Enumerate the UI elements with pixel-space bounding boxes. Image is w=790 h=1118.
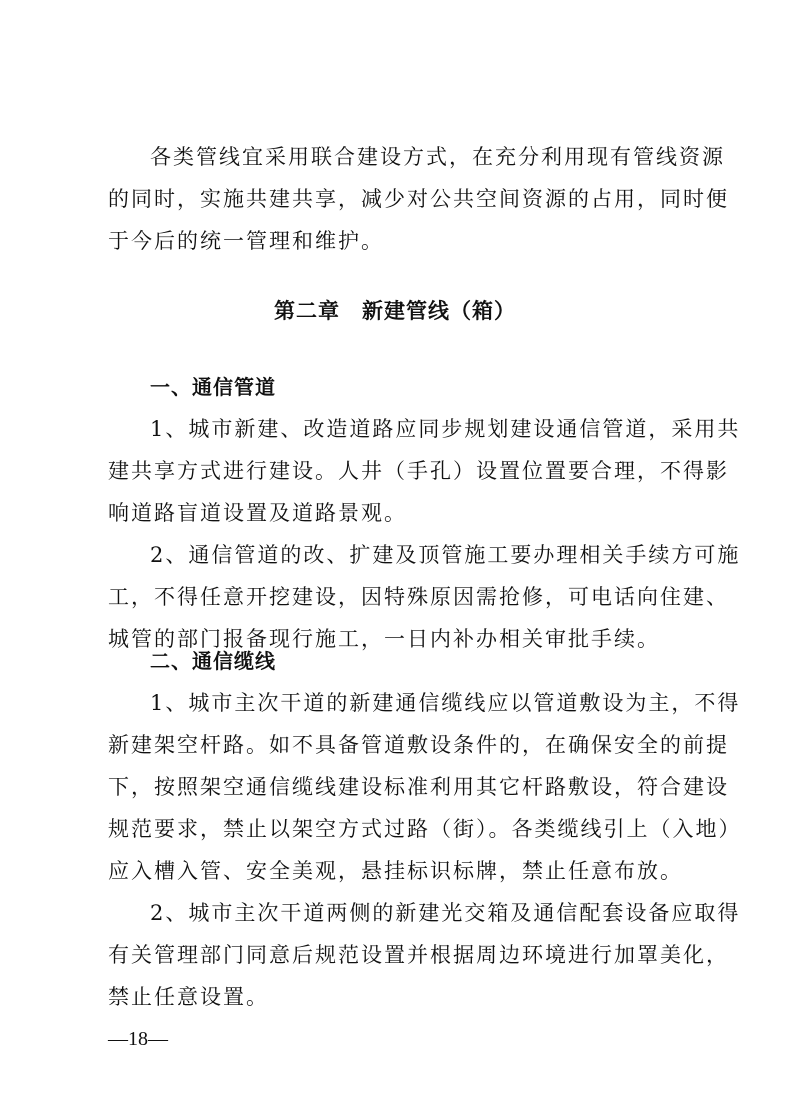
section-heading: 二、通信缆线 — [150, 649, 276, 673]
section-communication-cables — [108, 640, 742, 1018]
paragraph-line: 的同时，实施共建共享，减少对公共空间资源的占用，同时便 — [108, 187, 729, 211]
paragraph-line: 工，不得任意开挖建设，因特殊原因需抢修，可电话向住建、 — [108, 585, 729, 609]
paragraph-line: 2、城市主次干道两侧的新建光交箱及通信配套设备应取得 — [150, 901, 741, 925]
paragraph-line: 规范要求，禁止以架空方式过路（街）。各类缆线引上（入地） — [108, 817, 742, 841]
chapter-title: 第二章 新建管线（箱） — [274, 299, 516, 323]
paragraph-line: 1、城市主次干道的新建通信缆线应以管道敷设为主，不得 — [150, 691, 741, 715]
paragraph-line: 2、通信管道的改、扩建及顶管施工要办理相关手续方可施 — [150, 543, 741, 567]
paragraph-line: 禁止任意设置。 — [108, 985, 269, 1009]
paragraph-line: 应入槽入管、安全美观，悬挂标识标牌，禁止任意布放。 — [108, 859, 683, 883]
paragraph-line: 于今后的统一管理和维护。 — [108, 229, 384, 253]
section-heading: 一、通信管道 — [150, 375, 276, 399]
paragraph-line: 下，按照架空通信缆线建设标准利用其它杆路敷设，符合建设 — [108, 775, 729, 799]
paragraph-line: 各类管线宜采用联合建设方式，在充分利用现有管线资源 — [150, 145, 725, 169]
section-communication-pipes — [108, 366, 741, 660]
page-number: —18— — [108, 1028, 168, 1050]
paragraph-line: 新建架空杆路。如不具备管道敷设条件的，在确保安全的前提 — [108, 733, 729, 757]
paragraph-line: 建共享方式进行建设。人井（手孔）设置位置要合理，不得影 — [108, 459, 729, 483]
paragraph-line: 响道路盲道设置及道路景观。 — [108, 501, 407, 525]
paragraph-line: 城管的部门报备现行施工，一日内补办相关审批手续。 — [108, 627, 660, 651]
paragraph-line: 1、城市新建、改造道路应同步规划建设通信管道，采用共 — [150, 417, 741, 441]
intro-paragraph — [108, 136, 729, 262]
paragraph-line: 有关管理部门同意后规范设置并根据周边环境进行加罩美化， — [108, 943, 729, 967]
